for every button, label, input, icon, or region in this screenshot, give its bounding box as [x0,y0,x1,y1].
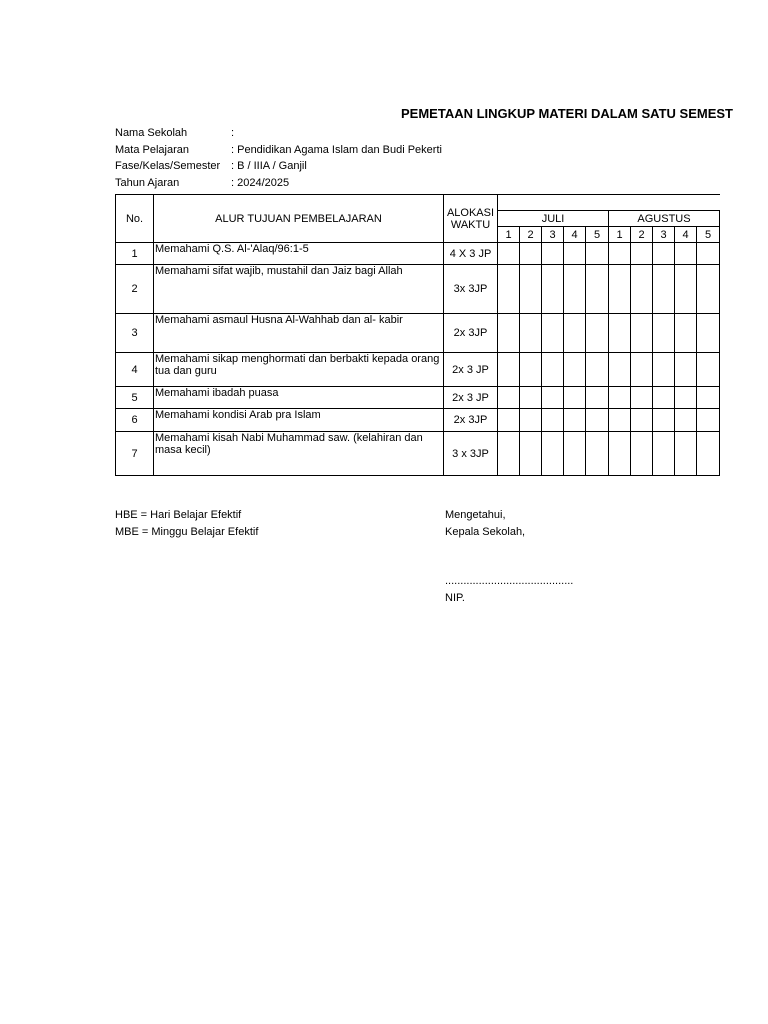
week-cell [564,243,586,265]
mapping-table [115,194,720,476]
week-cell [498,409,520,432]
week-number: 4 [675,227,697,243]
week-cell [653,432,675,476]
week-cell [564,353,586,387]
header-blank [498,195,720,211]
month-agustus: AGUSTUS [609,211,720,227]
table-row [116,314,720,353]
row-atp: Memahami kondisi Arab pra Islam [154,409,444,432]
week-cell [631,353,653,387]
week-cell [609,409,631,432]
week-cell [498,265,520,314]
row-atp: Memahami asmaul Husna Al-Wahhab dan al- kabir [154,314,444,353]
header-alokasi [444,195,498,243]
signature-mengetahui: Mengetahui, [445,509,506,521]
week-cell [609,265,631,314]
week-cell [564,409,586,432]
week-cell [564,432,586,476]
document-title: PEMETAAN LINGKUP MATERI DALAM SATU SEMEST [401,106,733,121]
legend-mbe: MBE = Minggu Belajar Efektif [115,525,259,538]
info-value: : 2024/2025 [231,176,290,189]
week-cell [697,409,720,432]
week-cell [542,243,564,265]
table-row [116,353,720,387]
week-cell [697,432,720,476]
week-cell [631,387,653,409]
row-alokasi: 2x 3 JP [444,353,498,387]
info-label: Tahun Ajaran [115,176,180,189]
table-row [116,243,720,265]
week-cell [631,314,653,353]
week-cell [697,387,720,409]
week-cell [586,243,609,265]
week-cell [609,353,631,387]
week-cell [542,432,564,476]
week-cell [697,353,720,387]
week-cell [675,243,697,265]
row-atp: Memahami sikap menghormati dan berbakti kepada orang tua dan guru [154,353,444,387]
week-cell [609,243,631,265]
week-cell [631,243,653,265]
week-cell [631,409,653,432]
week-cell [675,265,697,314]
row-atp: Memahami ibadah puasa [154,387,444,409]
week-cell [520,314,542,353]
info-row-school-name [115,125,442,142]
week-cell [520,432,542,476]
week-cell [675,314,697,353]
week-cell [586,409,609,432]
week-cell [542,353,564,387]
table-row [116,432,720,476]
header-atp: ALUR TUJUAN PEMBELAJARAN [154,195,444,243]
week-cell [675,409,697,432]
week-cell [542,265,564,314]
row-alokasi: 4 X 3 JP [444,243,498,265]
week-cell [697,243,720,265]
info-value: : [231,127,235,139]
week-cell [653,353,675,387]
info-label: Fase/Kelas/Semester [115,160,221,172]
row-alokasi: 2x 3 JP [444,387,498,409]
week-cell [542,387,564,409]
school-info [115,125,442,191]
week-number: 3 [653,227,675,243]
week-cell [586,314,609,353]
info-row-subject [115,142,442,159]
row-atp: Memahami Q.S. Al-'Alaq/96:1-5 [154,243,444,265]
week-cell [675,432,697,476]
week-cell [653,243,675,265]
row-atp: Memahami kisah Nabi Muhammad saw. (kelahiran dan masa kecil) [154,432,444,476]
row-no: 6 [116,409,154,432]
week-cell [586,387,609,409]
week-cell [498,243,520,265]
info-value: : B / IIIA / Ganjil [231,160,307,172]
row-no: 4 [116,353,154,387]
row-no: 1 [116,243,154,265]
table-row [116,265,720,314]
row-alokasi: 2x 3JP [444,314,498,353]
header-no: No. [116,195,154,243]
row-no: 2 [116,265,154,314]
week-cell [564,314,586,353]
week-number: 2 [520,227,542,243]
legend-hbe: HBE = Hari Belajar Efektif [115,509,242,521]
table-row [116,409,720,432]
week-cell [498,432,520,476]
week-cell [631,432,653,476]
week-cell [520,265,542,314]
signature-kepala-sekolah: Kepala Sekolah, [445,525,526,538]
week-cell [675,387,697,409]
week-number: 1 [609,227,631,243]
week-cell [498,353,520,387]
info-label: Nama Sekolah [115,127,188,139]
row-atp: Memahami sifat wajib, mustahil dan Jaiz bagi Allah [154,265,444,314]
header-row-top [116,195,720,211]
row-no: 5 [116,387,154,409]
week-number: 4 [564,227,586,243]
week-cell [586,432,609,476]
week-number: 1 [498,227,520,243]
week-cell [498,387,520,409]
row-alokasi: 3 x 3JP [444,432,498,476]
info-label: Mata Pelajaran [115,143,189,156]
week-cell [586,265,609,314]
week-cell [653,409,675,432]
week-cell [653,314,675,353]
header-alokasi-line2: WAKTU [450,218,491,231]
signature-block [445,507,525,540]
week-cell [520,409,542,432]
week-cell [653,387,675,409]
info-row-academic-year [115,175,442,192]
week-cell [653,265,675,314]
week-cell [609,387,631,409]
week-cell [697,314,720,353]
row-no: 3 [116,314,154,353]
signature-nip: NIP. [445,591,465,604]
week-cell [564,387,586,409]
info-value: : Pendidikan Agama Islam dan Budi Pekerti [231,143,442,156]
month-juli: JULI [498,211,609,227]
week-cell [609,314,631,353]
week-cell [609,432,631,476]
legend [115,507,258,540]
week-cell [697,265,720,314]
week-cell [631,265,653,314]
week-cell [675,353,697,387]
week-cell [542,409,564,432]
week-cell [564,265,586,314]
week-number: 2 [631,227,653,243]
table-row [116,387,720,409]
week-cell [520,243,542,265]
row-alokasi: 2x 3JP [444,409,498,432]
week-cell [498,314,520,353]
week-cell [520,353,542,387]
week-number: 3 [542,227,564,243]
row-alokasi: 3x 3JP [444,265,498,314]
signature-dots: .......................................... [445,575,574,587]
week-cell [586,353,609,387]
row-no: 7 [116,432,154,476]
week-cell [520,387,542,409]
info-row-phase-class-semester [115,158,442,175]
header-alokasi-line1: ALOKASI [446,206,495,219]
week-cell [542,314,564,353]
week-number: 5 [697,227,720,243]
week-number: 5 [586,227,609,243]
signature-line [445,573,573,606]
